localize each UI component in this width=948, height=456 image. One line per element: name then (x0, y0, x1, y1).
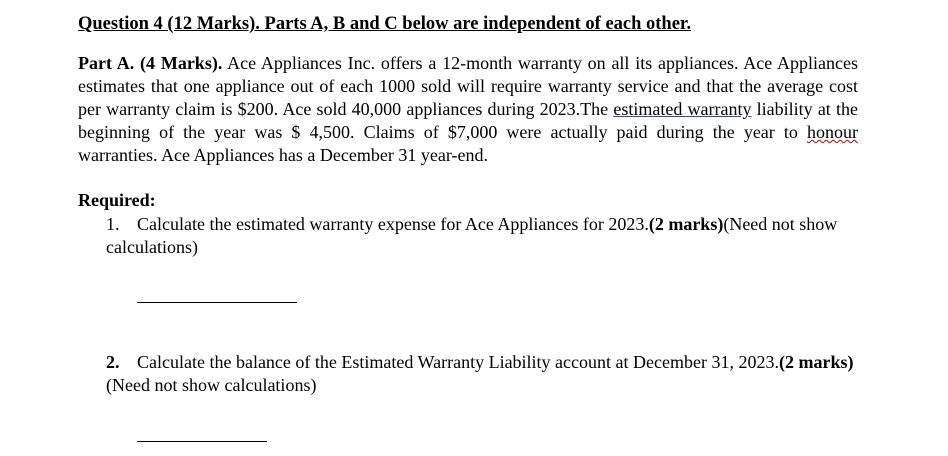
question-1-number: 1. (106, 214, 120, 234)
answer-line-1[interactable] (137, 302, 297, 303)
question-heading: Question 4 (12 Marks). Parts A, B and C below are independent of each other. (78, 14, 692, 34)
part-a-paragraph (78, 52, 858, 167)
part-a-text-3: warranties. Ace Appliances has a December 31 year-end. (78, 145, 488, 165)
question-2 (106, 351, 858, 397)
part-a-text-2: liability at the beginning of the year was $ 4,500. Claims of $7,000 were actually paid during the year to (78, 99, 858, 142)
question-2-marks: (2 marks) (778, 352, 854, 372)
question-1-marks: (2 marks) (648, 214, 724, 234)
question-1-text: Calculate the estimated warranty expense for Ace Appliances for 2023. (137, 214, 649, 234)
part-a-spellcheck-word: honour (807, 122, 858, 142)
question-1-note: (Need not show calculations) (106, 214, 838, 257)
part-a-label: Part A. (4 Marks). (78, 53, 223, 73)
question-1 (106, 213, 858, 259)
answer-line-2[interactable] (137, 441, 267, 442)
question-2-text: Calculate the balance of the Estimated Warranty Liability account at December 31, 2023. (137, 352, 779, 372)
question-2-note: (Need not show calculations) (106, 375, 317, 395)
required-heading: Required: (78, 190, 156, 210)
question-2-number: 2. (106, 352, 120, 372)
part-a-text-1: Ace Appliances Inc. offers a 12-month warranty on all its appliances. Ace Appliances estimates that one appliance out of each 1000 sold will require warranty service and that the average cost per warranty claim is $200. Ace sold 40,000 appliances during 2023.The (78, 53, 859, 119)
part-a-underlined-phrase: estimated warranty (613, 99, 752, 119)
